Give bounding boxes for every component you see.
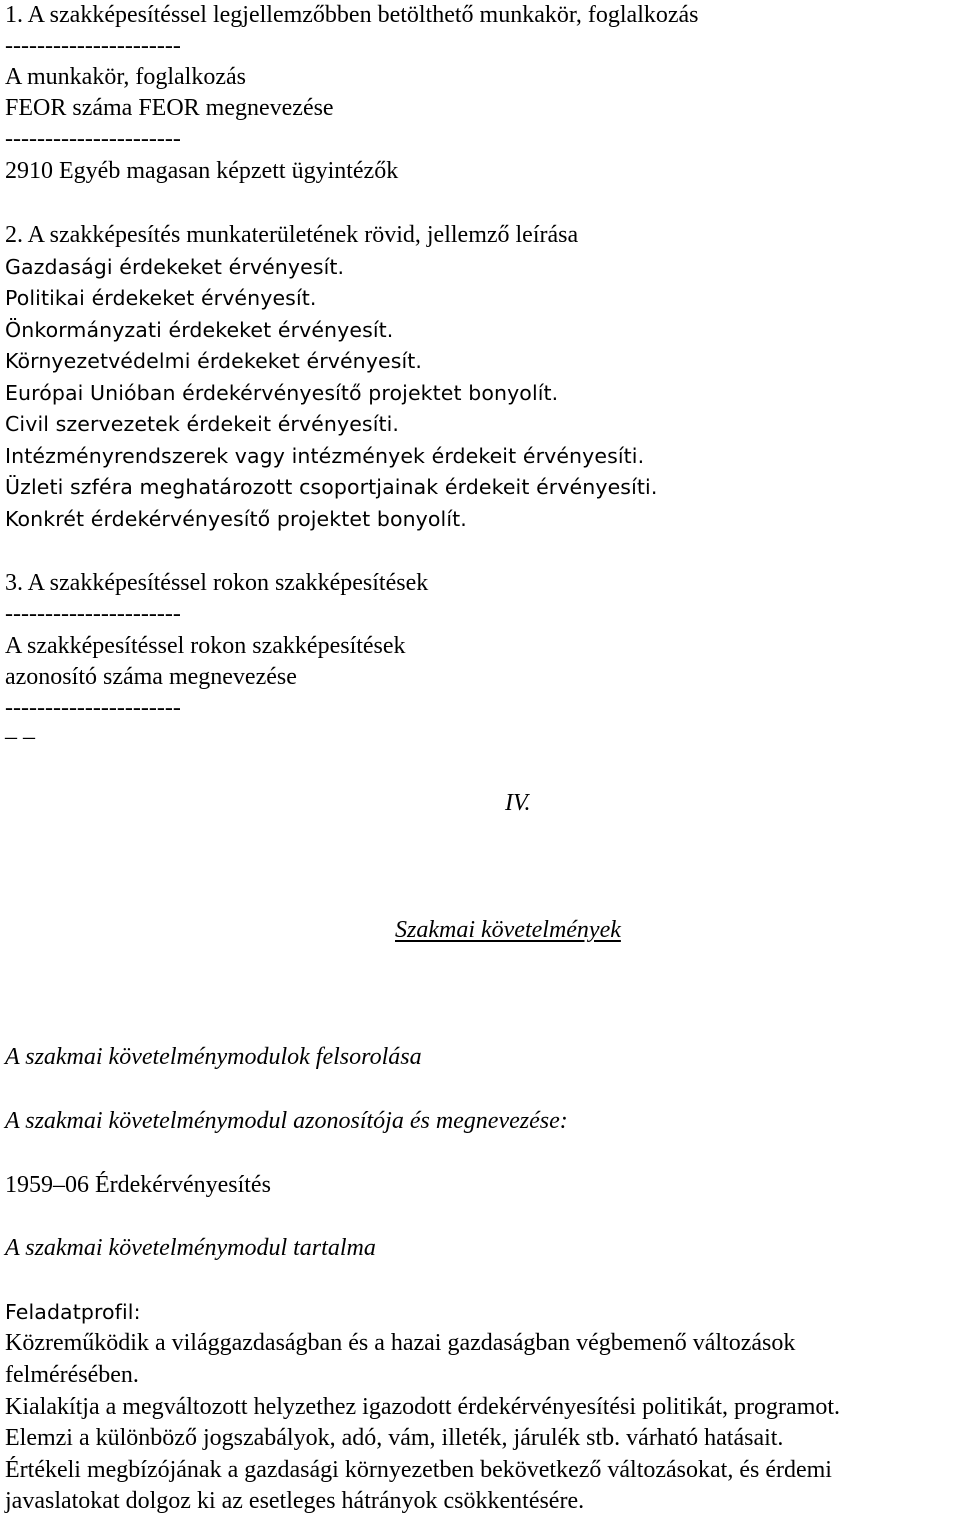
profile-line: javaslatokat dolgoz ki az esetleges hátrányok csökkentésére.	[5, 1488, 585, 1514]
separator: ----------------------	[5, 601, 181, 627]
profile-label: Feladatprofil:	[5, 1300, 141, 1324]
list-item: Gazdasági érdekeket érvényesít.	[5, 255, 345, 279]
table-row: 2910 Egyéb magasan képzett ügyintézők	[5, 158, 399, 184]
part-numeral: IV.	[505, 790, 531, 816]
list-item: Üzleti szféra meghatározott csoportjainak érdekeit érvényesíti.	[5, 475, 658, 499]
list-item: Európai Unióban érdekérvényesítő projektet bonyolít.	[5, 381, 559, 405]
section-2-heading: 2. A szakképesítés munkaterületének rövid, jellemző leírása	[5, 222, 579, 248]
table-header: azonosító száma megnevezése	[5, 664, 297, 690]
list-item: Környezetvédelmi érdekeket érvényesít.	[5, 349, 423, 373]
profile-line: Értékeli megbízójának a gazdasági környezetben bekövetkező változásokat, és érdemi	[5, 1457, 832, 1483]
part-title: Szakmai követelmények	[395, 917, 621, 943]
modules-list-heading: A szakmai követelménymodulok felsorolása	[5, 1044, 422, 1070]
separator: ----------------------	[5, 695, 181, 721]
list-item: Civil szervezetek érdekeit érvényesíti.	[5, 412, 400, 436]
separator: ----------------------	[5, 33, 181, 59]
table-header: FEOR száma FEOR megnevezése	[5, 95, 334, 121]
profile-line: Kialakítja a megváltozott helyzethez igazodott érdekérvényesítési politikát, programot.	[5, 1394, 841, 1420]
list-item: Önkormányzati érdekeket érvényesít.	[5, 318, 394, 342]
module-id-heading: A szakmai követelménymodul azonosítója és megnevezése:	[5, 1108, 568, 1134]
list-item: Intézményrendszerek vagy intézmények érdekeit érvényesíti.	[5, 444, 645, 468]
list-item: Konkrét érdekérvényesítő projektet bonyolít.	[5, 507, 467, 531]
separator: ----------------------	[5, 126, 181, 152]
list-item: Politikai érdekeket érvényesít.	[5, 286, 317, 310]
table-title: A szakképesítéssel rokon szakképesítések	[5, 633, 406, 659]
table-title: A munkakör, foglalkozás	[5, 64, 246, 90]
profile-line: Elemzi a különböző jogszabályok, adó, vám, illeték, járulék stb. várható hatásait.	[5, 1425, 784, 1451]
profile-line: felmérésében.	[5, 1362, 139, 1388]
profile-line: Közreműködik a világgazdaságban és a hazai gazdaságban végbemenő változások	[5, 1330, 796, 1356]
section-1-heading: 1. A szakképesítéssel legjellemzőbben betölthető munkakör, foglalkozás	[5, 2, 699, 28]
module-name: 1959–06 Érdekérvényesítés	[5, 1172, 271, 1198]
module-content-heading: A szakmai követelménymodul tartalma	[5, 1235, 376, 1261]
table-row: – –	[5, 724, 35, 750]
section-3-heading: 3. A szakképesítéssel rokon szakképesítések	[5, 570, 429, 596]
